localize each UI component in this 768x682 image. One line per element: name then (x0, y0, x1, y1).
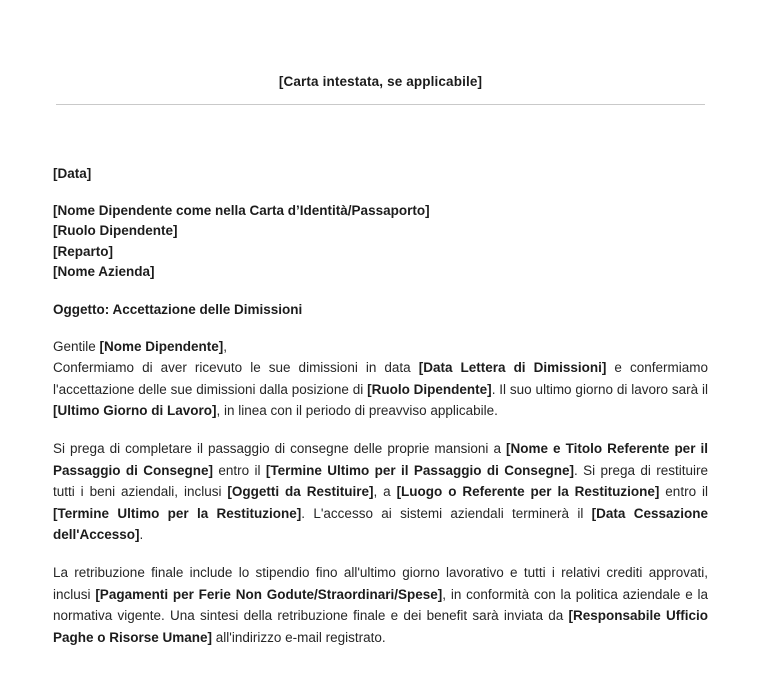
document-content (53, 0, 708, 648)
placeholder-field: [Ultimo Giorno di Lavoro] (53, 402, 217, 418)
paragraph-text: . L'accesso ai sistemi aziendali terminerà il (301, 505, 592, 521)
recipient-department: [Reparto] (53, 243, 113, 259)
salutation-name: [Nome Dipendente] (99, 338, 224, 354)
placeholder-field: [Ruolo Dipendente] (367, 381, 492, 397)
placeholder-field: [Nome e Titolo Referente per il Passaggio di Consegne] (53, 441, 708, 478)
placeholder-field: [Pagamenti per Ferie Non Godute/Straordinari/Spese] (95, 586, 443, 602)
placeholder-field: [Data Cessazione dell'Accesso] (53, 505, 709, 542)
salutation (53, 337, 708, 358)
subject-line: Oggetto: Accettazione delle Dimissioni (53, 301, 303, 317)
placeholder-field: [Data Lettera di Dimissioni] (418, 360, 607, 376)
paragraph-text: La retribuzione finale include lo stipendio fino all'ultimo giorno lavorativo e tutti i relativi crediti approvati, inclusi (53, 565, 708, 602)
salutation-suffix: , (223, 338, 228, 354)
recipient-company: [Nome Azienda] (53, 264, 155, 280)
paragraph-text: , in linea con il periodo di preavviso applicabile. (216, 402, 498, 418)
paragraph-text: . Si prega di restituire tutti i beni aziendali, inclusi (53, 462, 708, 500)
placeholder-field: [Luogo o Referente per la Restituzione] (396, 484, 660, 500)
placeholder-field: [Oggetti da Restituire] (227, 484, 374, 500)
paragraph-text: , in conformità con la politica aziendale e la normativa vigente. Una sintesi della retribuzione finale e dei benefit sarà inviata da (53, 586, 709, 624)
paragraph-text: Confermiamo di aver ricevuto le sue dimissioni in data (53, 360, 419, 376)
letterhead-title: [Carta intestata, se applicabile] (278, 74, 483, 89)
paragraph-text: . Il suo ultimo giorno di lavoro sarà il (491, 381, 708, 397)
placeholder-field: [Termine Ultimo per il Passaggio di Consegne] (265, 462, 574, 478)
paragraph-text: . (139, 527, 144, 542)
paragraph-final-pay (53, 562, 708, 648)
placeholder-field: [Termine Ultimo per la Restituzione] (53, 505, 302, 521)
paragraph-text: entro il (659, 484, 708, 500)
body-paragraphs (53, 357, 708, 648)
recipient-name: [Nome Dipendente come nella Carta d’Identità/Passaporto] (53, 202, 430, 218)
paragraph-text: , a (373, 484, 397, 500)
paragraph-handover (53, 438, 708, 545)
paragraph-text: entro il (213, 462, 266, 478)
paragraph-text: all'indirizzo e-mail registrato. (212, 629, 386, 645)
recipient-address-block (53, 201, 708, 283)
paragraph-text: Si prega di completare il passaggio di consegne delle proprie mansioni a (53, 441, 506, 457)
paragraph-text: e confermiamo l'accettazione delle sue dimissioni dalla posizione di (53, 360, 708, 397)
letterhead-divider (56, 104, 705, 105)
placeholder-field: [Responsabile Ufficio Paghe o Risorse Umane] (53, 608, 708, 645)
recipient-role: [Ruolo Dipendente] (53, 223, 178, 239)
date-placeholder: [Data] (53, 166, 92, 181)
salutation-prefix: Gentile (53, 338, 100, 354)
paragraph-confirmation (53, 357, 708, 421)
